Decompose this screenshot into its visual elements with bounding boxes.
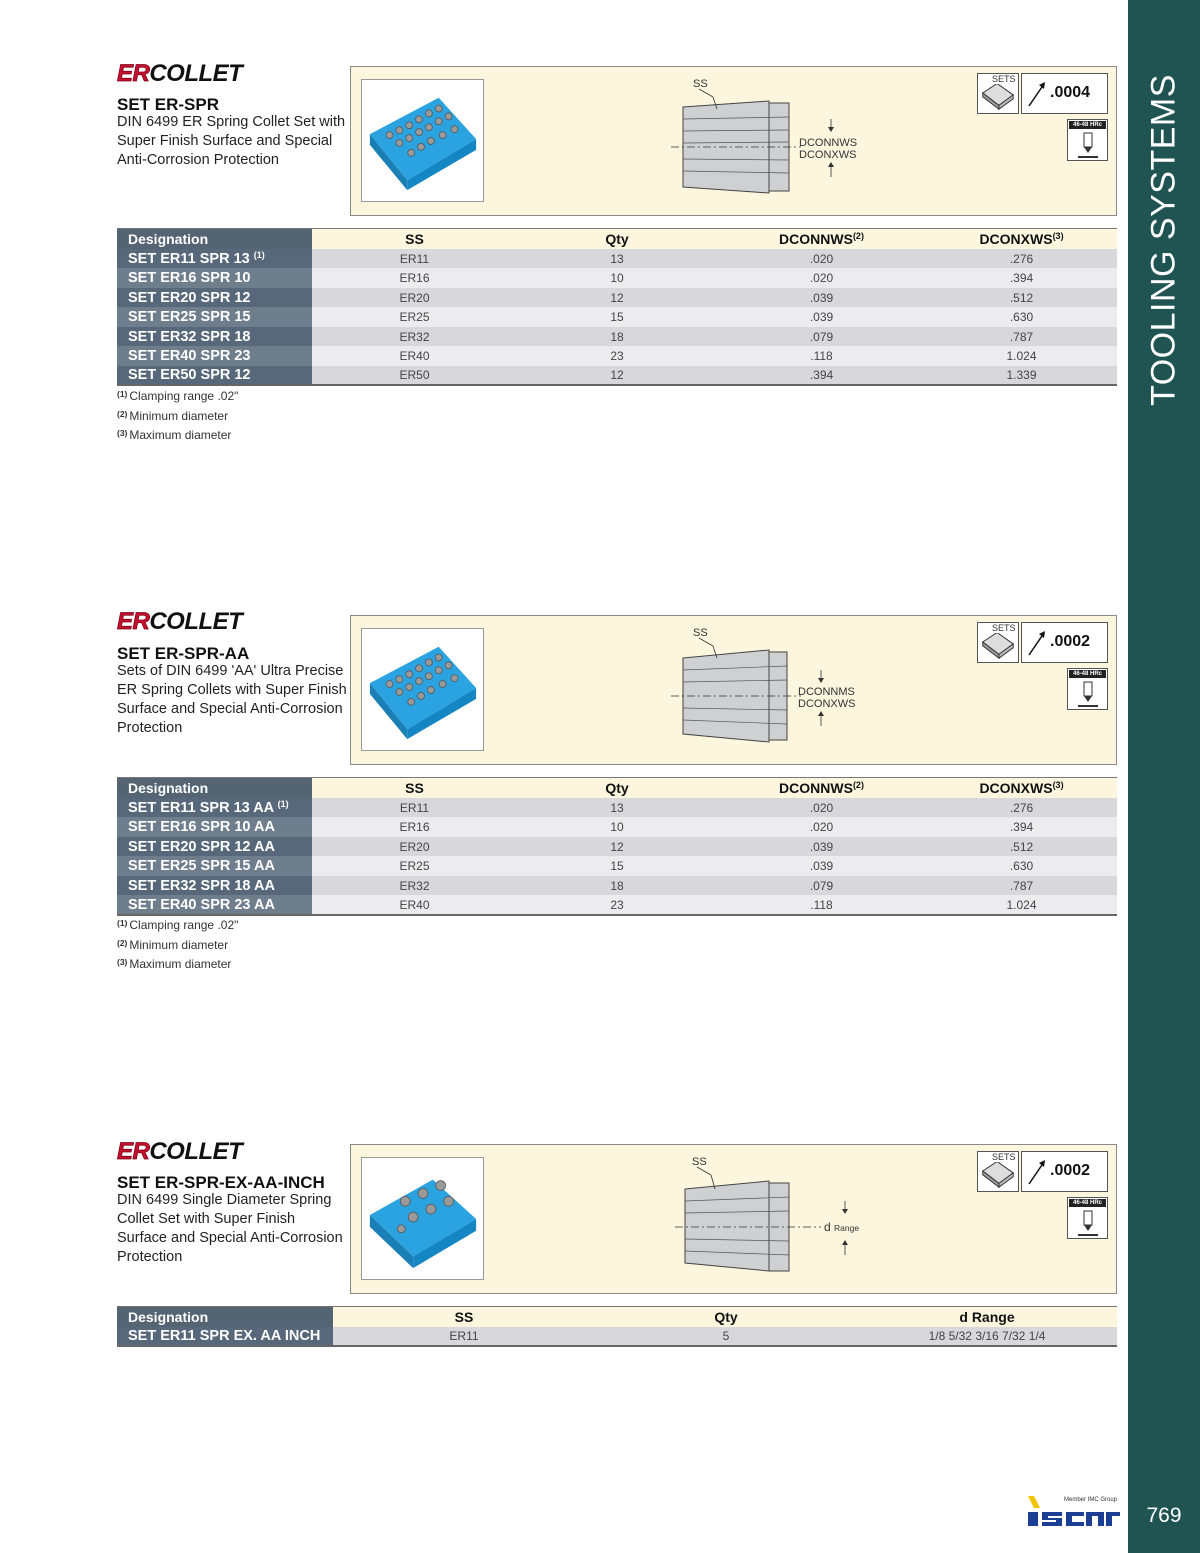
hardness-icon: 46-48 HRc <box>1067 668 1108 710</box>
footnote: $^{(1)}$ Clamping range .02" <box>117 389 239 403</box>
spec-table <box>117 1306 1117 1347</box>
sets-icon: SETS <box>977 73 1019 114</box>
brand-logo: ERCOLLET <box>117 60 243 87</box>
table-row: SET ER11 SPR EX. AA INCH ER11 5 1/8 5/32 3/16 7/32 1/4 <box>117 1327 1117 1347</box>
dim-d-range-label: d Range <box>824 1220 860 1234</box>
col-d-range: d Range <box>857 1307 1117 1327</box>
table-row: SET ER32 SPR 18 ER32 18 .079 .787 <box>117 327 1117 347</box>
footnote: $^{(3)}$ Maximum diameter <box>117 428 232 442</box>
collet-set-photo <box>361 1157 484 1280</box>
brand-logo: ERCOLLET <box>117 1138 243 1165</box>
col-qty: Qty <box>517 229 717 249</box>
footnotes <box>117 915 238 974</box>
set-description: Sets of DIN 6499 'AA' Ultra Precise ER Spring Collets with Super Finish Surface and Special Anti-Corrosion Protection <box>117 663 347 736</box>
dim-min-label: DCONNWS <box>799 137 858 149</box>
product-panel <box>350 615 1117 765</box>
col-qty: Qty <box>517 778 717 798</box>
set-title: SET ER-SPR-AA <box>117 644 250 663</box>
col-qty: Qty <box>595 1307 857 1327</box>
table-row: SET ER25 SPR 15 AA ER25 15 .039 .630 <box>117 856 1117 876</box>
logo-member-text: Member IMC Group <box>1064 1497 1118 1503</box>
table-row: SET ER20 SPR 12 ER20 12 .039 .512 <box>117 288 1117 308</box>
set-title: SET ER-SPR-EX-AA-INCH <box>117 1173 325 1192</box>
dim-ss-label: SS <box>693 627 708 639</box>
footnote: $^{(2)}$ Minimum diameter <box>117 937 229 952</box>
product-panel <box>350 66 1117 216</box>
col-ss: SS <box>312 778 517 798</box>
dim-max-label: DCONXWS <box>798 698 856 710</box>
spec-table <box>117 777 1117 916</box>
table-row: SET ER25 SPR 15 ER25 15 .039 .630 <box>117 307 1117 327</box>
table-row: SET ER16 SPR 10 AA ER16 10 .020 .394 <box>117 817 1117 837</box>
dim-ss-label: SS <box>693 78 708 90</box>
spec-table <box>117 228 1117 386</box>
page-number: 769 <box>1146 1504 1182 1527</box>
footnote: $^{(2)}$ Minimum diameter <box>117 408 229 423</box>
tolerance-value: .0002 <box>1050 633 1091 650</box>
sets-icon: SETS <box>977 1151 1019 1192</box>
table-row: SET ER40 SPR 23 ER40 23 .118 1.024 <box>117 346 1117 366</box>
col-min: DCONNWS$^{(2)}$ <box>717 229 926 249</box>
col-designation: Designation <box>117 778 312 798</box>
table-row: SET ER11 SPR 13 $^{(1)}$ ER11 13 .020 .276 <box>117 249 1117 269</box>
dim-min-label: DCONNMS <box>798 686 855 698</box>
col-max: DCONXWS$^{(3)}$ <box>926 778 1117 798</box>
product-panel <box>350 1144 1117 1294</box>
col-ss: SS <box>312 229 517 249</box>
col-min: DCONNWS$^{(2)}$ <box>717 778 926 798</box>
arrow-runout-icon <box>1026 80 1048 108</box>
brand-logo: ERCOLLET <box>117 608 243 635</box>
runout-tolerance-box <box>1021 622 1108 663</box>
tolerance-value: .0004 <box>1050 84 1091 101</box>
hardness-icon: 46-48 HRc <box>1067 1197 1108 1239</box>
collet-set-photo <box>361 79 484 202</box>
runout-tolerance-box <box>1021 1151 1108 1192</box>
table-row: SET ER11 SPR 13 AA $^{(1)}$ ER11 13 .020 .276 <box>117 798 1117 818</box>
footnote: $^{(3)}$ Maximum diameter <box>117 957 232 971</box>
table-row: SET ER32 SPR 18 AA ER32 18 .079 .787 <box>117 876 1117 896</box>
dim-ss-label: SS <box>692 1156 707 1168</box>
col-max: DCONXWS$^{(3)}$ <box>926 229 1117 249</box>
table-row: SET ER20 SPR 12 AA ER20 12 .039 .512 <box>117 837 1117 857</box>
tolerance-value: .0002 <box>1050 1162 1091 1179</box>
set-title: SET ER-SPR <box>117 95 220 114</box>
table-row: SET ER50 SPR 12 ER50 12 .394 1.339 <box>117 366 1117 386</box>
runout-tolerance-box <box>1021 73 1108 114</box>
collet-set-photo <box>361 628 484 751</box>
table-row: SET ER16 SPR 10 ER16 10 .020 .394 <box>117 268 1117 288</box>
arrow-runout-icon <box>1026 629 1048 657</box>
footnote: $^{(1)}$ Clamping range .02" <box>117 918 239 932</box>
col-designation: Designation <box>117 229 312 249</box>
hardness-icon: 46-48 HRc <box>1067 119 1108 161</box>
col-designation: Designation <box>117 1307 333 1327</box>
dim-max-label: DCONXWS <box>799 149 857 161</box>
side-title: TOOLING SYSTEMS <box>1144 74 1183 406</box>
arrow-runout-icon <box>1026 1158 1048 1186</box>
table-row: SET ER40 SPR 23 AA ER40 23 .118 1.024 <box>117 895 1117 915</box>
sets-icon: SETS <box>977 622 1019 663</box>
footnotes <box>117 386 238 445</box>
col-ss: SS <box>333 1307 595 1327</box>
set-description: DIN 6499 Single Diameter Spring Collet Set with Super Finish Surface and Special Anti-Corrosion Protection <box>117 1192 343 1265</box>
set-description: DIN 6499 ER Spring Collet Set with Super Finish Surface and Special Anti-Corrosion Protection <box>117 114 346 168</box>
